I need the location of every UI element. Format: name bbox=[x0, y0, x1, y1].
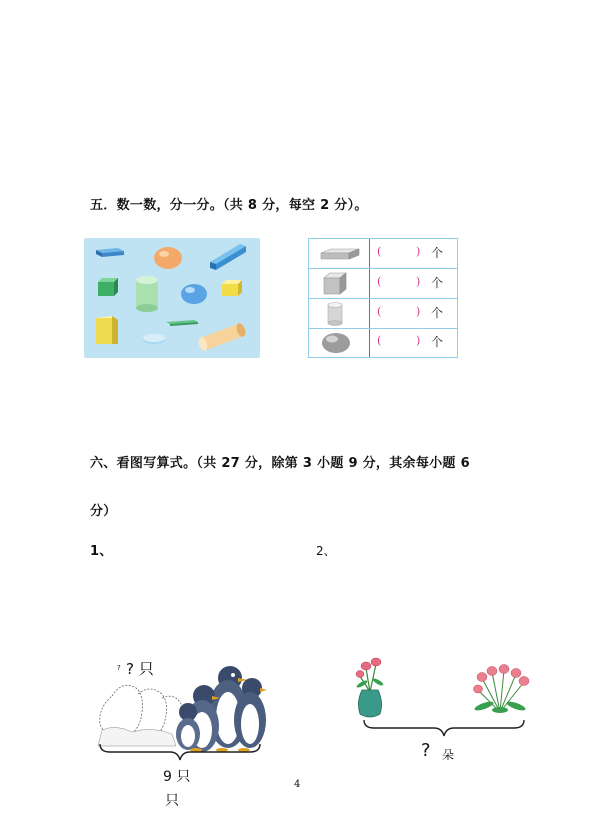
open-paren: ( bbox=[377, 245, 382, 258]
page-number: 4 bbox=[294, 779, 301, 790]
open-paren: ( bbox=[377, 305, 382, 318]
flower-bunch-picture bbox=[470, 660, 532, 720]
brace-icon bbox=[96, 742, 266, 766]
blue-sphere-icon bbox=[181, 284, 207, 304]
brace-icon bbox=[360, 718, 530, 740]
problem-1-total: 9 只 bbox=[163, 769, 191, 785]
problem-2-unit: 朵 bbox=[442, 748, 455, 762]
orange-sphere-icon bbox=[154, 247, 182, 269]
yellow-cube-icon bbox=[222, 280, 242, 296]
flower-vase-picture bbox=[350, 652, 392, 722]
sphere-icon bbox=[321, 331, 353, 355]
section-6-heading: 六、看图写算式。（共 27 分，除第 3 小题 9 分，其余每小题 6 bbox=[90, 456, 470, 471]
table-row bbox=[309, 269, 457, 299]
count-table bbox=[308, 238, 458, 358]
table-row bbox=[309, 239, 457, 269]
problem-1-unit: 只 bbox=[165, 793, 179, 809]
cube-icon bbox=[321, 271, 351, 297]
unit-label: 个 bbox=[431, 335, 444, 349]
yellow-cuboid-icon bbox=[96, 316, 118, 344]
table-row bbox=[309, 328, 457, 357]
close-paren: ) bbox=[416, 334, 421, 347]
table-row bbox=[309, 299, 457, 329]
orange-cylinder-icon bbox=[197, 322, 247, 352]
green-cylinder-icon bbox=[136, 276, 158, 312]
shapes-picture bbox=[84, 238, 260, 358]
long-cuboid-icon bbox=[210, 244, 246, 270]
cylinder-icon bbox=[326, 301, 346, 327]
section-6-heading-cont: 分） bbox=[90, 504, 117, 519]
green-slab-icon bbox=[166, 320, 198, 326]
problem-2-question: ? bbox=[421, 740, 431, 761]
flat-cuboid-icon bbox=[96, 248, 124, 257]
green-cube-icon bbox=[98, 278, 118, 296]
small-question-mark: ? bbox=[117, 664, 121, 672]
section-5-heading: 五．数一数，分一分。（共 8 分，每空 2 分）。 bbox=[90, 198, 368, 213]
flat-disc-icon bbox=[143, 334, 165, 344]
unit-label: 个 bbox=[431, 246, 444, 260]
unit-label: 个 bbox=[431, 276, 444, 290]
close-paren: ) bbox=[416, 305, 421, 318]
problem-1-number: 1、 bbox=[90, 544, 113, 559]
open-paren: ( bbox=[377, 334, 382, 347]
problem-1-question: ? 只 bbox=[126, 660, 154, 678]
close-paren: ) bbox=[416, 245, 421, 258]
close-paren: ) bbox=[416, 275, 421, 288]
cuboid-icon bbox=[319, 245, 363, 263]
unit-label: 个 bbox=[431, 306, 444, 320]
open-paren: ( bbox=[377, 275, 382, 288]
problem-2-number: 2、 bbox=[316, 544, 336, 558]
